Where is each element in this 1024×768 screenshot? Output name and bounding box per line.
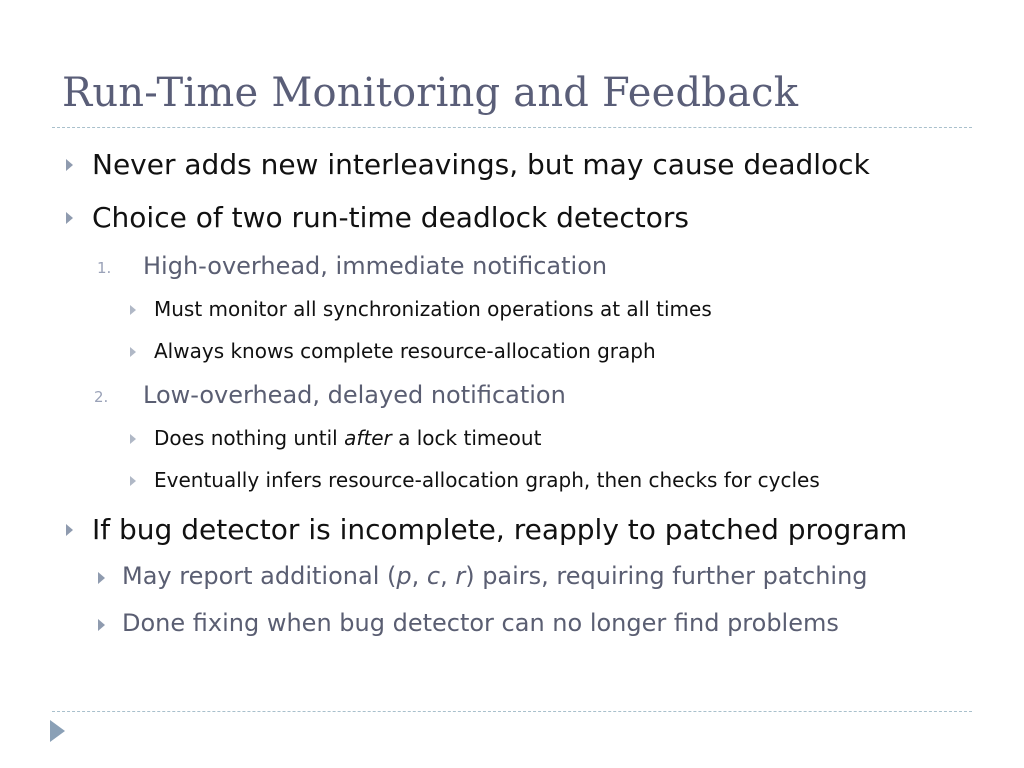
numbered-text: High-overhead, immediate notification xyxy=(143,252,608,280)
sub-bullet-text: a lock timeout xyxy=(391,426,542,450)
triangle-bullet-icon xyxy=(130,434,136,444)
triangle-bullet-icon xyxy=(98,572,105,584)
item-number: 1. xyxy=(97,259,112,277)
emphasis-text: after xyxy=(344,426,392,450)
item-number: 2. xyxy=(94,388,109,406)
slide-title: Run-Time Monitoring and Feedback xyxy=(62,70,799,116)
bullet-text: If bug detector is incomplete, reapply to patched program xyxy=(92,513,908,546)
triangle-bullet-icon xyxy=(66,212,73,224)
triangle-bullet-icon xyxy=(98,619,105,631)
variable-r: r xyxy=(455,562,466,590)
sub-bullet-text: Does nothing until xyxy=(154,426,345,450)
sub-bullet-text: May report additional ( xyxy=(122,562,397,590)
sub-bullet-text: Must monitor all synchronization operations at all times xyxy=(154,297,712,321)
separator: , xyxy=(440,562,456,590)
sub-bullet-text: Done fixing when bug detector can no longer find problems xyxy=(122,609,839,637)
bullet-text: Never adds new interleavings, but may cause deadlock xyxy=(92,148,870,181)
triangle-bullet-icon xyxy=(130,347,136,357)
triangle-bullet-icon xyxy=(66,524,73,536)
variable-p: p xyxy=(396,562,412,590)
triangle-bullet-icon xyxy=(66,159,73,171)
sub-bullet-text: Always knows complete resource-allocation graph xyxy=(154,339,656,363)
next-slide-arrow-icon[interactable] xyxy=(50,720,65,742)
triangle-bullet-icon xyxy=(130,476,136,486)
title-divider xyxy=(52,127,972,128)
variable-c: c xyxy=(426,562,441,590)
sub-bullet-text: Eventually infers resource-allocation graph, then checks for cycles xyxy=(154,468,820,492)
numbered-text: Low-overhead, delayed notification xyxy=(143,381,566,409)
triangle-bullet-icon xyxy=(130,305,136,315)
sub-bullet-text: ) pairs, requiring further patching xyxy=(465,562,868,590)
separator: , xyxy=(411,562,427,590)
footer-divider xyxy=(52,711,972,712)
bullet-text: Choice of two run-time deadlock detectors xyxy=(92,201,689,234)
